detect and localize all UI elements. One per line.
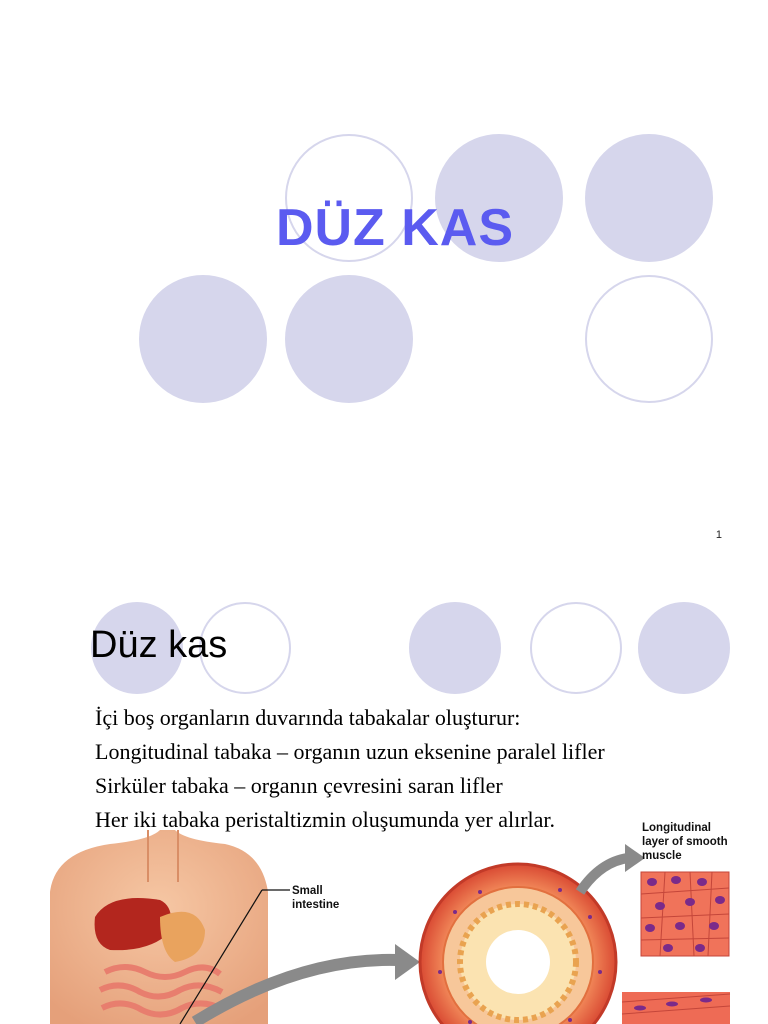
callout-longitudinal-layer bbox=[642, 821, 728, 863]
bullet-item: Longitudinal tabaka – organın uzun eksenine paralel lifler bbox=[95, 739, 605, 764]
decor-circle bbox=[638, 602, 730, 694]
circular-muscle-tissue bbox=[622, 992, 730, 1024]
callout-text: Longitudinal bbox=[642, 822, 711, 834]
decor-circle bbox=[530, 602, 622, 694]
callout-text: layer of smooth bbox=[642, 836, 728, 848]
bullet-list bbox=[95, 701, 605, 837]
bullet-item: İçi boş organların duvarında tabakalar oluşturur: bbox=[95, 705, 521, 730]
decor-circle bbox=[285, 275, 413, 403]
page-number: 1 bbox=[715, 529, 722, 541]
callout-text: Small bbox=[292, 885, 323, 897]
slide-title: Düz kas bbox=[90, 624, 228, 666]
arrow-icon bbox=[580, 858, 628, 892]
bullet-item: Sirküler tabaka – organın çevresini saran lifler bbox=[95, 773, 503, 798]
longitudinal-muscle-tissue bbox=[641, 872, 729, 956]
decor-circle bbox=[139, 275, 267, 403]
decor-circle bbox=[409, 602, 501, 694]
callout-text: muscle bbox=[642, 850, 682, 862]
decor-circle bbox=[585, 275, 713, 403]
callout-small-intestine bbox=[292, 884, 339, 912]
arrow-head-icon bbox=[395, 944, 420, 980]
slide-title: DÜZ KAS bbox=[275, 199, 515, 257]
slide-2 bbox=[0, 560, 768, 1024]
bullet-item: Her iki tabaka peristaltizmin oluşumunda yer alırlar. bbox=[95, 807, 556, 832]
smooth-muscle-illustration bbox=[0, 822, 768, 1024]
callout-text: intestine bbox=[292, 899, 340, 911]
